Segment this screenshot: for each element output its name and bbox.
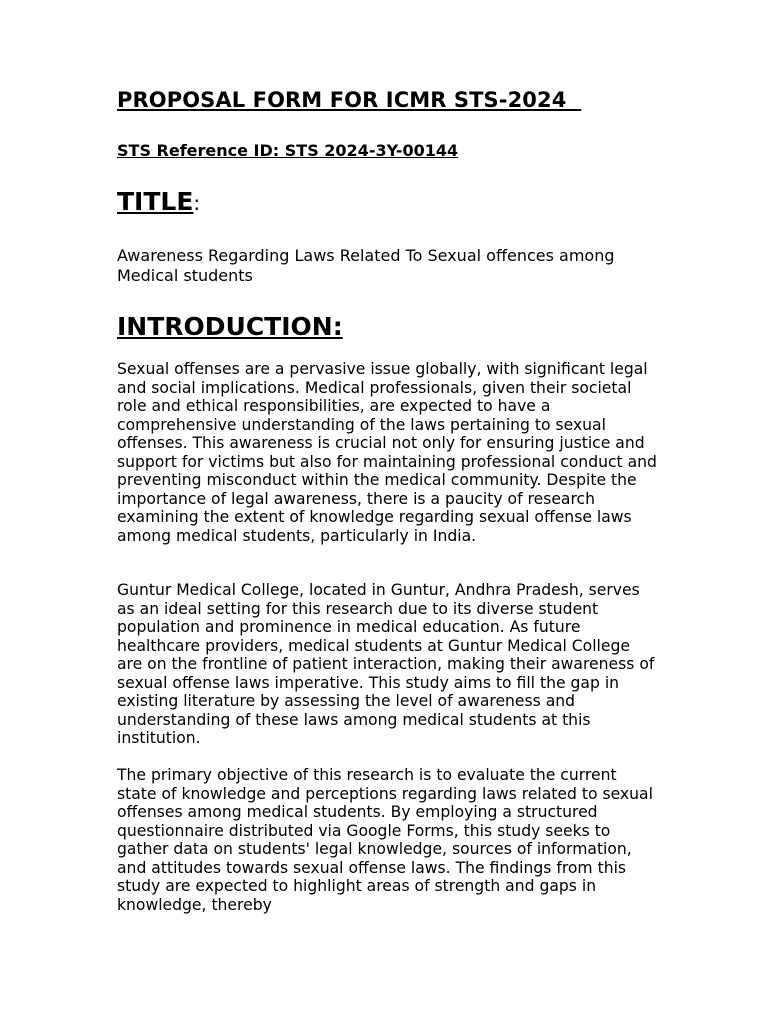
introduction-paragraph-1: Sexual offenses are a pervasive issue globally, with significant legal and social implications. Medical professionals, given their societal role and ethical responsibilities, are expected to have a comprehensive understanding of the laws pertaining to sexual offenses. This awareness is crucial not only for ensuring justice and support for victims but also for maintaining professional conduct and preventing misconduct within the medical community. Despite the importance of legal awareness, there is a paucity of research examining the extent of knowledge regarding sexual offense laws among medical students, particularly in India. bbox=[117, 360, 657, 545]
form-title: PROPOSAL FORM FOR ICMR STS-2024 bbox=[117, 88, 582, 112]
introduction-paragraph-2: Guntur Medical College, located in Guntur, Andhra Pradesh, serves as an ideal setting for this research due to its diverse student population and prominence in medical education. As future healthcare providers, medical students at Guntur Medical College are on the frontline of patient interaction, making their awareness of sexual offense laws imperative. This study aims to fill the gap in existing literature by assessing the level of awareness and understanding of these laws among medical students at this institution. bbox=[117, 581, 655, 747]
introduction-heading-text: INTRODUCTION: bbox=[117, 312, 343, 341]
title-heading-text: TITLE bbox=[117, 187, 194, 216]
introduction-paragraph-3: The primary objective of this research is to evaluate the current state of knowledge and perceptions regarding laws related to sexual offenses among medical students. By employing a structured questionnaire distributed via Google Forms, this study seeks to gather data on students' legal knowledge, sources of information, and attitudes towards sexual offense laws. The findings from this study are expected to highlight areas of strength and gaps in knowledge, thereby bbox=[117, 766, 653, 914]
title-heading bbox=[117, 187, 200, 218]
reference-id: STS Reference ID: STS 2024-3Y-00144 bbox=[117, 141, 459, 160]
proposal-title-text: Awareness Regarding Laws Related To Sexual offences among Medical students bbox=[117, 246, 615, 285]
title-heading-colon: : bbox=[193, 191, 201, 215]
introduction-heading bbox=[117, 312, 343, 342]
